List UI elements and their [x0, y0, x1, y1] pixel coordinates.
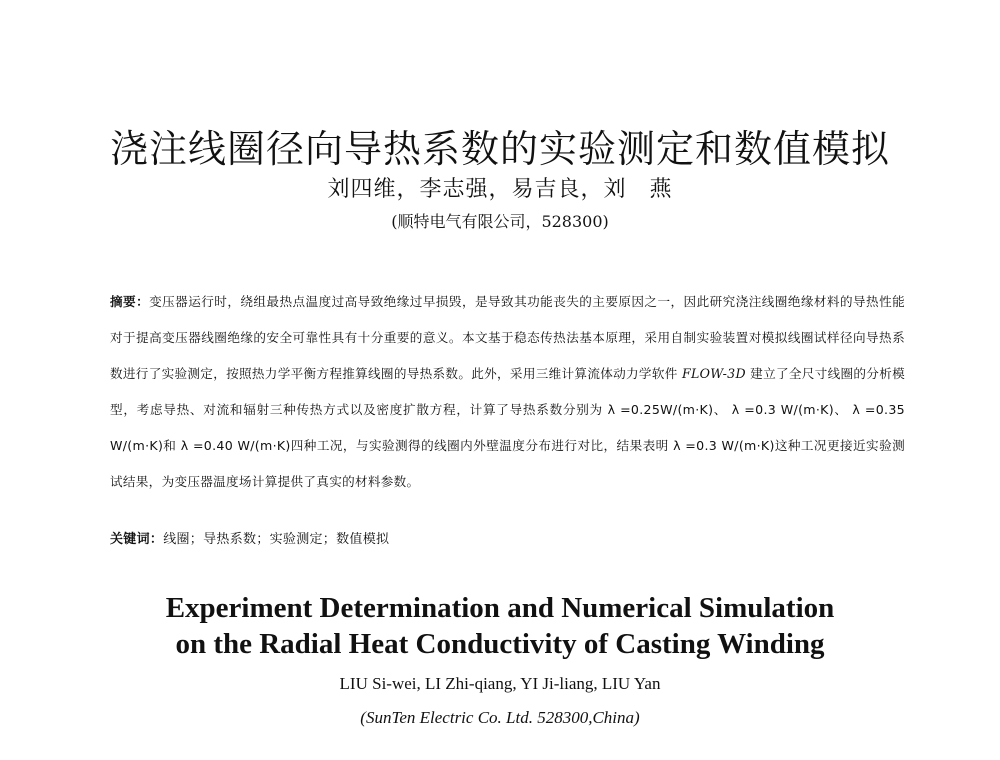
chinese-keywords [110, 528, 905, 547]
chinese-authors: 刘四维，李志强，易吉良，刘 燕 [327, 177, 673, 202]
keywords-text: 线圈；导热系数；实验测定；数值模拟 [163, 532, 390, 547]
abstract-text-part2: 建立了全尺寸线圈的分析模型，考虑导热、对流和辐射三种传热方式以及密度扩散方程，计算了导热系数分别为 λ =0.25W/(m·K)、 λ =0.3 W/(m·K)、 λ =0.35 W/(m·K)和 λ =0.40 W/(m·K)四种工况，与实验测得的线圈内外壁温度分布进行对比，结果表明 λ =0.3 W/(m·K)这种工况更接近实验测试结果，为变压器温度场计算提供了真实的材料参数。 [110, 366, 905, 489]
chinese-title: 浇注线圈径向导热系数的实验测定和数值模拟 [109, 127, 890, 171]
english-title-line1: Experiment Determination and Numerical Simulation [165, 592, 835, 624]
keywords-label: 关键词： [110, 532, 164, 547]
english-authors: LIU Si-wei, LI Zhi-qiang, YI Ji-liang, LIU Yan [339, 674, 661, 693]
abstract-text-part1: 变压器运行时，绕组最热点温度过高导致绝缘过早损毁，是导致其功能丧失的主要原因之一，因此研究浇注线圈绝缘材料的导热性能对于提高变压器线圈绝缘的安全可靠性具有十分重要的意义。本文基于稳态传热法基本原理，采用自制实验装置对模拟线圈试样径向导热系数进行了实验测定，按照热力学平衡方程推算线圈的导热系数。此外，采用三维计算流体动力学软件 [110, 294, 905, 381]
english-title [0, 590, 1000, 662]
abstract-label: 摘要： [110, 294, 150, 309]
english-affiliation: (SunTen Electric Co. Ltd. 528300,China) [360, 708, 640, 727]
abstract-software-name: FLOW-3D [681, 366, 746, 381]
chinese-affiliation: (顺特电气有限公司，528300) [391, 212, 609, 231]
english-title-line2: on the Radial Heat Conductivity of Casting Winding [175, 628, 825, 660]
chinese-abstract [110, 284, 905, 500]
